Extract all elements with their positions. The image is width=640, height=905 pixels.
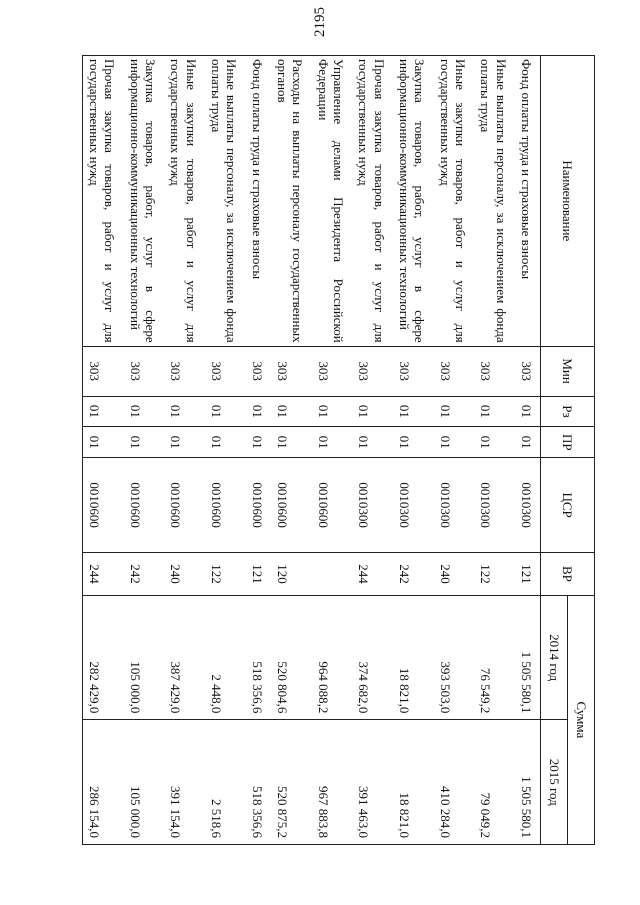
row-vr: 121 — [245, 553, 270, 596]
row-rz: 01 — [433, 396, 474, 427]
row-vr: 121 — [515, 553, 541, 596]
row-sum-2015: 410 284,0 — [433, 720, 474, 845]
row-name: Фонд оплаты труда и страховые взносы — [515, 56, 541, 347]
header-2015: 2015 год — [541, 720, 568, 845]
table-row — [82, 56, 123, 845]
table-row — [123, 56, 164, 845]
row-rz: 01 — [474, 396, 515, 427]
row-csr: 0010300 — [352, 458, 393, 553]
row-pr: 01 — [271, 427, 312, 458]
row-csr: 0010600 — [205, 458, 246, 553]
header-row-top — [568, 56, 595, 845]
header-rz: Рз — [541, 396, 595, 427]
row-pr: 01 — [82, 427, 123, 458]
row-sum-2014: 393 503,0 — [433, 595, 474, 720]
row-min: 303 — [245, 346, 270, 396]
row-csr: 0010600 — [164, 458, 205, 553]
row-sum-2015: 286 154,0 — [82, 720, 123, 845]
table-row — [311, 56, 352, 845]
page-number-text: 2195 — [312, 7, 328, 37]
table-row — [205, 56, 246, 845]
row-name: Прочая закупка товаров, работ и услуг для государственных нужд — [82, 56, 123, 347]
row-rz: 01 — [164, 396, 205, 427]
row-min: 303 — [311, 346, 352, 396]
row-sum-2014: 374 682,0 — [352, 595, 393, 720]
page-number — [0, 0, 640, 44]
row-rz: 01 — [311, 396, 352, 427]
row-pr: 01 — [245, 427, 270, 458]
row-sum-2014: 282 429,0 — [82, 595, 123, 720]
header-pr: ПР — [541, 427, 595, 458]
row-min: 303 — [515, 346, 541, 396]
row-min: 303 — [123, 346, 164, 396]
row-csr: 0010600 — [271, 458, 312, 553]
row-rz: 01 — [205, 396, 246, 427]
row-vr: 122 — [474, 553, 515, 596]
row-pr: 01 — [515, 427, 541, 458]
row-vr: 244 — [82, 553, 123, 596]
table-row — [271, 56, 312, 845]
row-pr: 01 — [433, 427, 474, 458]
row-vr: 240 — [433, 553, 474, 596]
row-sum-2014: 387 429,0 — [164, 595, 205, 720]
row-name: Иные выплаты персоналу, за исключением фонда оплаты труда — [205, 56, 246, 347]
row-rz: 01 — [352, 396, 393, 427]
row-csr: 0010300 — [433, 458, 474, 553]
row-pr: 01 — [123, 427, 164, 458]
row-rz: 01 — [515, 396, 541, 427]
header-name: Наименование — [541, 56, 595, 347]
rotated-table-container — [87, 55, 595, 845]
row-sum-2015: 391 154,0 — [164, 720, 205, 845]
table-row — [164, 56, 205, 845]
row-name: Иные закупки товаров, работ и услуг для государственных нужд — [164, 56, 205, 347]
row-min: 303 — [271, 346, 312, 396]
row-sum-2015: 79 049,2 — [474, 720, 515, 845]
table-row — [474, 56, 515, 845]
row-sum-2015: 1 505 580,1 — [515, 720, 541, 845]
row-name: Иные закупки товаров, работ и услуг для государственных нужд — [433, 56, 474, 347]
header-vr: ВР — [541, 553, 595, 596]
header-2014: 2014 год — [541, 595, 568, 720]
row-min: 303 — [164, 346, 205, 396]
row-min: 303 — [82, 346, 123, 396]
row-csr: 0010300 — [474, 458, 515, 553]
row-pr: 01 — [311, 427, 352, 458]
row-min: 303 — [352, 346, 393, 396]
row-name: Управление делами Президента Российской Федерации — [311, 56, 352, 347]
row-sum-2014: 18 821,0 — [393, 595, 434, 720]
row-csr: 0010600 — [123, 458, 164, 553]
table-row — [245, 56, 270, 845]
row-rz: 01 — [245, 396, 270, 427]
row-rz: 01 — [393, 396, 434, 427]
row-sum-2014: 105 000,0 — [123, 595, 164, 720]
header-sum: Сумма — [568, 595, 595, 844]
row-name: Закупка товаров, работ, услуг в сфере информационно-коммуникационных технологий — [123, 56, 164, 347]
row-min: 303 — [433, 346, 474, 396]
row-csr: 0010600 — [82, 458, 123, 553]
row-sum-2015: 105 000,0 — [123, 720, 164, 845]
row-vr: 122 — [205, 553, 246, 596]
row-name: Расходы на выплаты персоналу государственных органов — [271, 56, 312, 347]
row-csr: 0010600 — [311, 458, 352, 553]
budget-table — [82, 55, 595, 845]
row-min: 303 — [205, 346, 246, 396]
row-sum-2014: 76 549,2 — [474, 595, 515, 720]
row-sum-2015: 391 463,0 — [352, 720, 393, 845]
row-min: 303 — [474, 346, 515, 396]
row-pr: 01 — [352, 427, 393, 458]
row-name: Закупка товаров, работ, услуг в сфере информационно-коммуникационных технологий — [393, 56, 434, 347]
row-min: 303 — [393, 346, 434, 396]
row-sum-2015: 967 883,8 — [311, 720, 352, 845]
header-min: Мин — [541, 346, 595, 396]
row-csr: 0010600 — [245, 458, 270, 553]
row-sum-2014: 1 505 580,1 — [515, 595, 541, 720]
row-sum-2015: 518 356,6 — [245, 720, 270, 845]
row-vr: 240 — [164, 553, 205, 596]
row-vr: 242 — [393, 553, 434, 596]
row-vr: 242 — [123, 553, 164, 596]
row-sum-2015: 520 875,2 — [271, 720, 312, 845]
row-rz: 01 — [82, 396, 123, 427]
row-sum-2014: 2 448,0 — [205, 595, 246, 720]
row-name: Прочая закупка товаров, работ и услуг для государственных нужд — [352, 56, 393, 347]
table-row — [433, 56, 474, 845]
row-vr: 244 — [352, 553, 393, 596]
row-pr: 01 — [393, 427, 434, 458]
table-row — [393, 56, 434, 845]
row-pr: 01 — [474, 427, 515, 458]
row-vr: 120 — [271, 553, 312, 596]
row-name: Фонд оплаты труда и страховые взносы — [245, 56, 270, 347]
row-pr: 01 — [205, 427, 246, 458]
row-sum-2015: 18 821,0 — [393, 720, 434, 845]
row-sum-2014: 964 088,2 — [311, 595, 352, 720]
table-row — [352, 56, 393, 845]
row-pr: 01 — [164, 427, 205, 458]
row-rz: 01 — [123, 396, 164, 427]
table-body — [82, 56, 540, 845]
row-name: Иные выплаты персоналу, за исключением фонда оплаты труда — [474, 56, 515, 347]
row-sum-2014: 518 356,6 — [245, 595, 270, 720]
header-csr: ЦСР — [541, 458, 595, 553]
row-csr: 0010300 — [393, 458, 434, 553]
row-sum-2014: 520 804,6 — [271, 595, 312, 720]
row-vr — [311, 553, 352, 596]
row-rz: 01 — [271, 396, 312, 427]
row-csr: 0010300 — [515, 458, 541, 553]
table-row — [515, 56, 541, 845]
row-sum-2015: 2 518,6 — [205, 720, 246, 845]
